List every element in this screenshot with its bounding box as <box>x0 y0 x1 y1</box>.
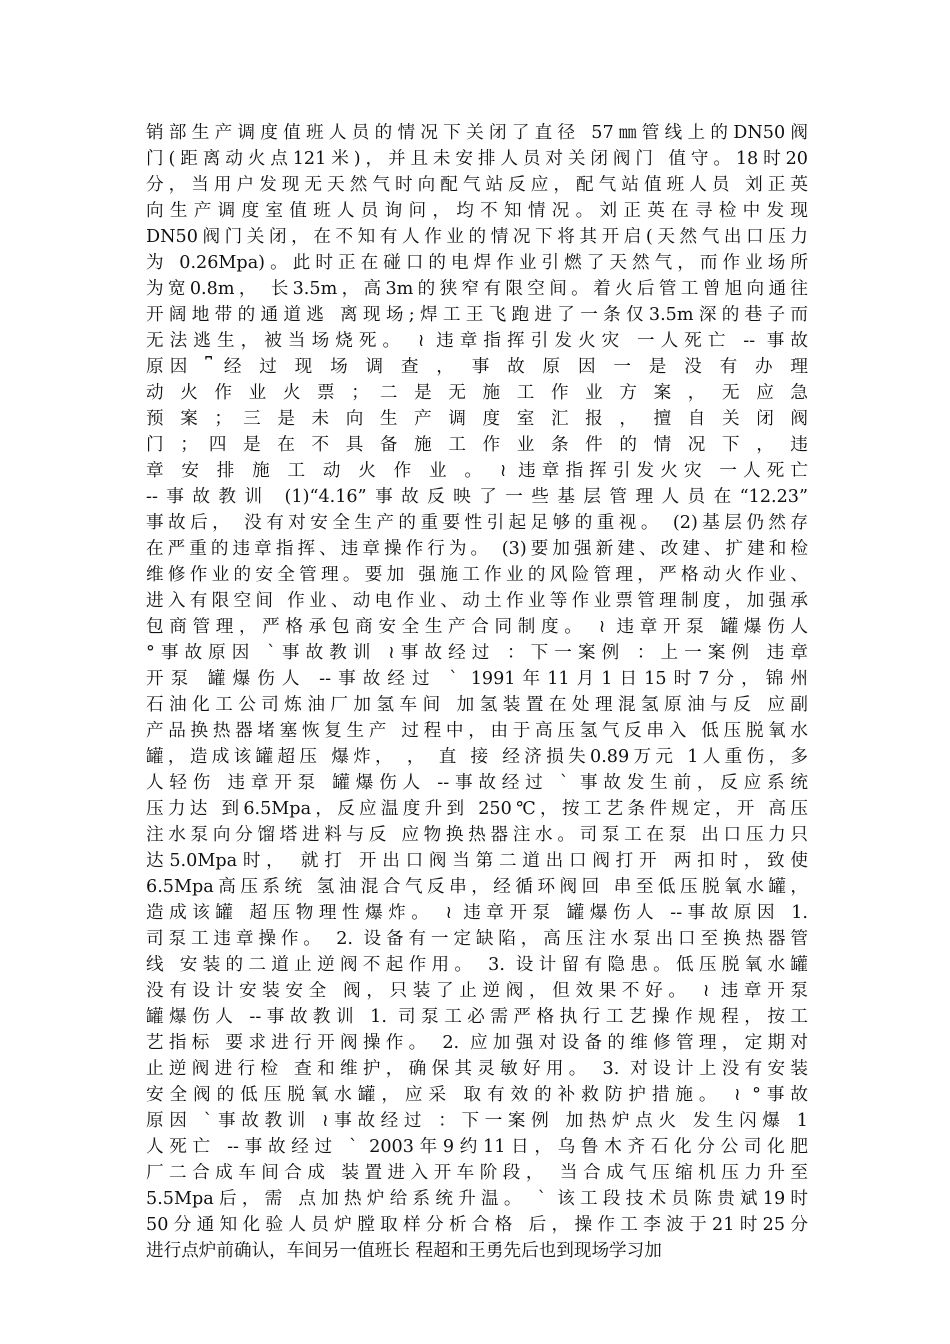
text-line: 厂二合成车间合成 装置进入开车阶段， 当合成气压缩机压力升至 <box>146 1163 808 1183</box>
text-line: 罐，造成该罐超压 爆炸， ， 直 接 经济损失0.89万元 1人重伤，多 <box>146 747 808 767</box>
text-line: 6.5Mpa高压系统 氢油混合气反串，经循环阀回 串至低压脱氧水罐， <box>146 877 808 897</box>
text-line: 安全阀的低压脱氧水罐，应采 取有效的补救防护措施。 ≀ °事故 <box>146 1085 808 1105</box>
text-line: 注水泵向分馏塔进料与反 应物换热器注水。司泵工在泵 出口压力只 <box>146 825 808 845</box>
text-line: 门(距离动火点121米)，并且未安排人员对关闭阀门 值守。18时20 <box>146 149 808 169</box>
text-line: 在严重的违章指挥、违章操作行为。 (3)要加强新建、改建、扩建和检 <box>146 539 808 559</box>
text-line: 5.5Mpa后，需 点加热炉给系统升温。 ` 该工段技术员陈贵斌19时 <box>146 1189 808 1209</box>
text-line: 原因 `事故教训 ≀事故经过 ：下一案例 加热炉点火 发生闪爆 1 <box>146 1111 808 1131</box>
text-line: 为宽0.8m， 长3.5m，高3m的狭窄有限空间。着火后管工曾旭向通往 <box>146 279 808 299</box>
text-line: 章 安 排 施 工 动 火 作 业 。 ≀ 违章指挥引发火灾 一人死亡 <box>146 461 808 481</box>
text-line: 包商管理，严格承包商安全生产合同制度。 ≀ 违章开泵 罐爆伤人 <box>146 617 808 637</box>
text-line: 司泵工违章操作。 2. 设备有一定缺陷，高压注水泵出口至换热器管 <box>146 929 808 949</box>
text-line: 止逆阀进行检 查和维护，确保其灵敏好用。 3. 对设计上没有安装 <box>146 1059 808 1079</box>
text-line: 50分通知化验人员炉膛取样分析合格 后，操作工李波于21时25分 <box>146 1215 808 1235</box>
text-line: DN50阀门关闭，在不知有人作业的情况下将其开启(天然气出口压力 <box>146 227 808 247</box>
text-line: 人死亡 --事故经过 ` 2003年9约11日，乌鲁木齐石化分公司化肥 <box>146 1137 808 1157</box>
text-line: 销部生产调度值班人员的情况下关闭了直径 57㎜管线上的DN50阀 <box>146 123 808 143</box>
text-line: 预 案 ； 三 是 未 向 生 产 调 度 室 汇 报 ， 擅 自 关 闭 阀 <box>146 409 808 429</box>
text-line: --事故教训 (1)“4.16”事故反映了一些基层管理人员在“12.23” <box>146 487 808 507</box>
text-line: 无法逃生，被当场烧死。 ≀ 违章指挥引发火灾 一人死亡 -- 事故 <box>146 331 808 351</box>
text-line: 进行点炉前确认，车间另一值班长 程超和王勇先后也到现场学习加 <box>146 1241 662 1261</box>
text-line: 原因 ⎴ 经 过 现 场 调 查 ， 事 故 原 因 一 是 没 有 办 理 <box>146 357 808 377</box>
text-line: 压力达 到6.5Mpa，反应温度升到 250℃，按工艺条件规定，开 高压 <box>146 799 808 819</box>
text-line: 石油化工公司炼油厂加氢车间 加氢装置在处理混氢原油与反 应副 <box>146 695 808 715</box>
text-line: 向生产调度室值班人员询问，均不知情况。刘正英在寻检中发现 <box>146 201 808 221</box>
text-line: 进入有限空间 作业、动电作业、动土作业等作业票管理制度，加强承 <box>146 591 808 611</box>
text-line: 产品换热器堵塞恢复生产 过程中，由于高压氢气反串入 低压脱氧水 <box>146 721 808 741</box>
text-line: 艺指标 要求进行开阀操作。 2. 应加强对设备的维修管理，定期对 <box>146 1033 808 1053</box>
text-line: 开泵 罐爆伤人 --事故经过 ` 1991年11月1日15时7分，锦州 <box>146 669 808 689</box>
text-line: 罐爆伤人 --事故教训 1. 司泵工必需严格执行工艺操作规程，按工 <box>146 1007 808 1027</box>
body-text <box>146 120 808 1264</box>
text-line: 为 0.26Mpa)。此时正在碰口的电焊作业引燃了天然气，而作业场所 <box>146 253 808 273</box>
text-line: °事故原因 `事故教训 ≀事故经过 ：下一案例 ：上一案例 违章 <box>146 643 808 663</box>
text-line: 事故后， 没有对安全生产的重要性引起足够的重视。 (2)基层仍然存 <box>146 513 808 533</box>
text-line: 动 火 作 业 火 票 ； 二 是 无 施 工 作 业 方 案 ， 无 应 急 <box>146 383 808 403</box>
text-line: 分，当用户发现无天然气时向配气站反应，配气站值班人员 刘正英 <box>146 175 808 195</box>
text-line: 造成该罐 超压物理性爆炸。 ≀ 违章开泵 罐爆伤人 --事故原因 1. <box>146 903 808 923</box>
text-line: 维修作业的安全管理。要加 强施工作业的风险管理，严格动火作业、 <box>146 565 808 585</box>
text-line: 达5.0Mpa时， 就打 开出口阀当第二道出口阀打开 两扣时，致使 <box>146 851 808 871</box>
text-line: 线 安装的二道止逆阀不起作用。 3. 设计留有隐患。低压脱氧水罐 <box>146 955 808 975</box>
text-line: 人轻伤 违章开泵 罐爆伤人 --事故经过 ` 事故发生前，反应系统 <box>146 773 808 793</box>
text-line: 开阔地带的通道逃 离现场;焊工王飞跑进了一条仅3.5m深的巷子而 <box>146 305 808 325</box>
text-line: 门 ； 四 是 在 不 具 备 施 工 作 业 条 件 的 情 况 下 ， 违 <box>146 435 808 455</box>
text-line: 没有设计安装安全 阀，只装了止逆阀，但效果不好。 ≀ 违章开泵 <box>146 981 808 1001</box>
